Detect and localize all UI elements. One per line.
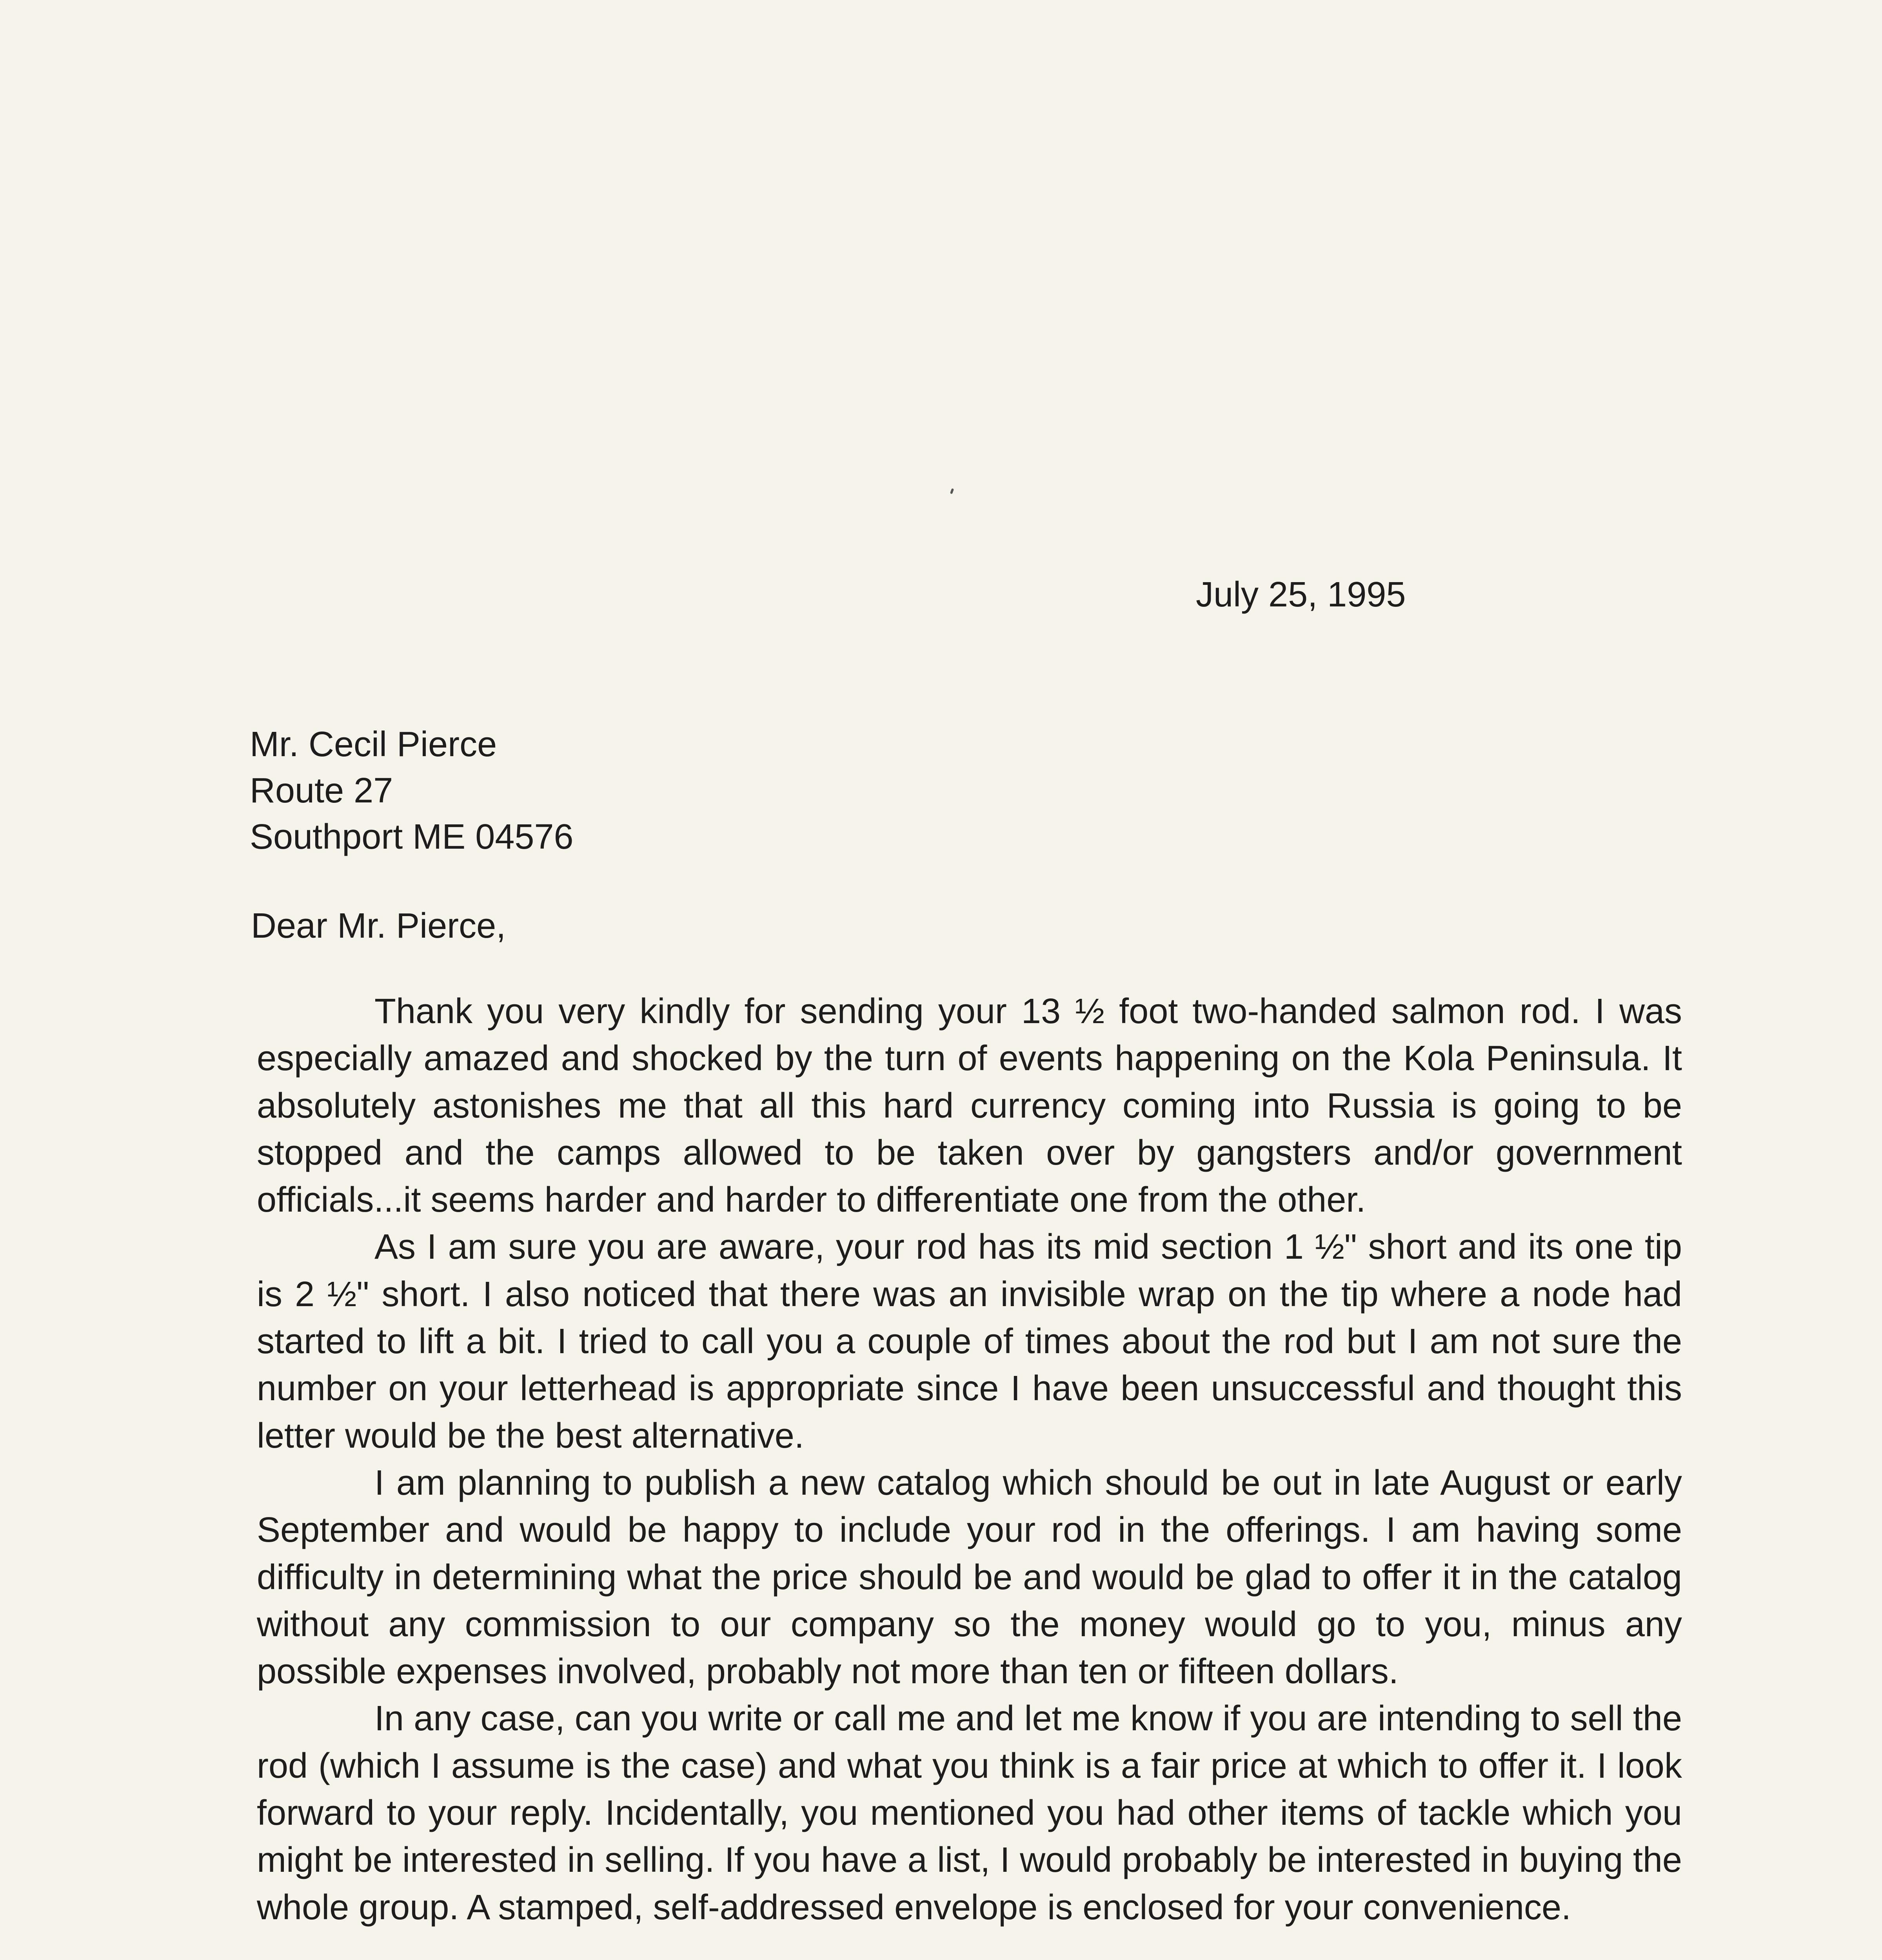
recipient-name: Mr. Cecil Pierce [250,725,497,764]
recipient-city-line: Southport ME 04576 [250,817,574,857]
letter-date: July 25, 1995 [1196,575,1406,614]
salutation: Dear Mr. Pierce, [251,906,506,946]
letter-body [257,988,1682,1931]
body-paragraph: Thank you very kindly for sending your 13 ½ foot two-handed salmon rod. I was especially amazed and shocked by the turn of events happening on the Kola Peninsula. It absolutely astonishes me that all this hard currency coming into Russia is going to be stopped and the camps allowed to be taken over by gangsters and/or government officials...it seems harder and harder to differentiate one from the other. [257,992,1682,1220]
recipient-street: Route 27 [250,771,393,810]
body-paragraph: I am planning to publish a new catalog which should be out in late August or early September and would be happy to include your rod in the offerings. I am having some difficulty in determining what the price should be and would be glad to offer it in the catalog without any commission to our company so the money would go to you, minus any possible expenses involved, probably not more than ten or fifteen dollars. [257,1463,1682,1691]
body-paragraph: As I am sure you are aware, your rod has its mid section 1 ½" short and its one tip is 2 ½" short. I also noticed that there was an invisible wrap on the tip where a node had started to lift a bit. I tried to call you a couple of times about the rod but I am not sure the number on your letterhead is appropriate since I have been unsuccessful and thought this letter would be the best alternative. [257,1227,1682,1455]
paper-speck [950,488,954,494]
body-paragraph: In any case, can you write or call me and let me know if you are intending to sell the rod (which I assume is the case) and what you think is a fair price at which to offer it. I look forward to your reply. Incidentally, you mentioned you had other items of tackle which you might be interested in selling. If you have a list, I would probably be interested in buying the whole group. A stamped, self-addressed envelope is enclosed for your convenience. [257,1699,1682,1927]
